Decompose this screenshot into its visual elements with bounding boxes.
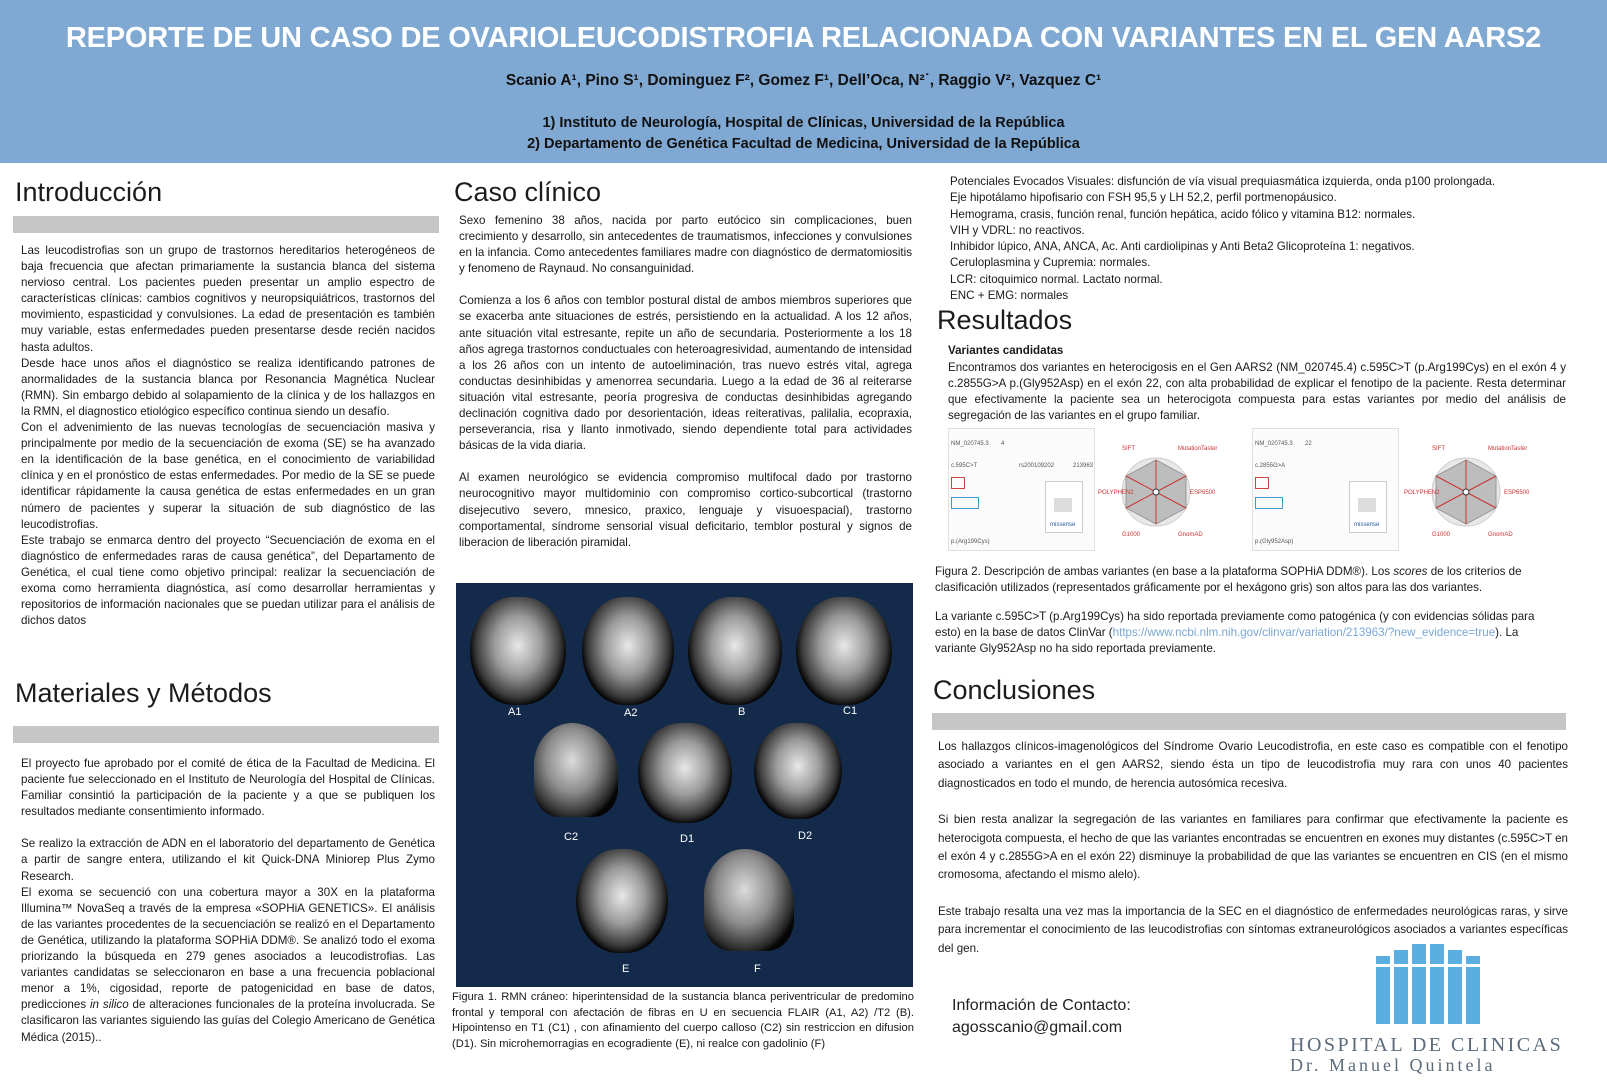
mri-d1 <box>638 723 732 823</box>
case-p2: Comienza a los 6 años con temblor postural distal de ambos miembros superiores que se exacerba ante situaciones de estrés, persistiendo en la actualidad. A los 12 años, ante situación vital estresante, repite un año de secundaria. Posteriormente a los 18 años agrega trastornos conductuales con heteroagresividad, aumentando de intensidad a los 26 años con un intento de autoeliminación, tras nuevo estrés vital, agrega conductas desinhibidas y amenorrea secundaria. Luego a la edad de 36 al reiterarse situación vital estresante, peoría progresiva de conductas desinhibidas agregando declinación cognitiva dado por desorientación, ideas reiterativas, palilalia, ecopraxia, perseverancia, risa y llanto inmotivado, siendo dependiente total para actividades básicas de la vida diaria. <box>459 294 912 453</box>
v2-snp-box <box>1349 481 1387 533</box>
clinvar-link[interactable]: https://www.ncbi.nlm.nih.gov/clinvar/variation/213963/?new_evidence=true <box>1112 626 1496 640</box>
v2-hex-esp: ESP6500 <box>1504 490 1530 496</box>
hospital-logo-icon <box>1376 944 1488 1024</box>
v1-transcript: NM_020745.3 <box>951 441 989 447</box>
lab-line: VIH y VDRL: no reactivos. <box>950 223 1085 237</box>
labs-list <box>950 174 1495 304</box>
variant1-panel <box>948 428 1095 551</box>
v1-clinvar: 213963 <box>1073 463 1094 469</box>
label-c2: C2 <box>564 831 579 843</box>
contact-email[interactable]: agosscanio@gmail.com <box>952 1019 1123 1036</box>
mri-b <box>688 597 782 705</box>
label-a1: A1 <box>508 706 522 718</box>
intro-bar <box>13 216 439 233</box>
v1-hex-g1000: G1000 <box>1122 532 1141 538</box>
methods-p2: Se realizo la extracción de ADN en el laboratorio del departamento de Genética a partir de sangre entera, utilizando el kit Quick-DNA Miniorep Plus Zymo Research. <box>21 837 435 883</box>
v1-hex-esp: ESP6500 <box>1190 490 1216 496</box>
figure1-caption: Figura 1. RMN cráneo: hiperintensidad de la sustancia blanca periventricular de predomino frontal y temporal con afectación de fibras en U en secuencia FLAIR (A1, A2) /T2 (B). Hipointenso en T1 (C1) , con afinamiento del cuerpo calloso (C2) sin restriccion en difusion (D1). Sin microhemorragias en ecogradiente (E), ni realce con gadolinio (F) <box>452 991 914 1050</box>
conclusions-p2: Si bien resta analizar la segregación de las variantes en familiares para confirmar que efectivamente la paciente es heterocigota compuesta, el hecho de que las variantes encontradas se encuentren en exones muy distantes (c.595C>T en el exón 4 y c.2855G>A en el exón 22) disminuye la probabilidad de que las variantes se encuentren en CIS (en el mismo cromosoma, afectando el mismo alelo). <box>938 813 1568 882</box>
v1-cdna: c.595C>T <box>951 463 978 469</box>
mri-d2 <box>754 723 842 819</box>
contact-label: Información de Contacto: <box>952 997 1131 1014</box>
mri-figure <box>456 583 913 987</box>
v2-ref-box <box>1255 477 1269 489</box>
methods-bar <box>13 726 439 743</box>
case-p3: Al examen neurológico se evidencia compromiso multifocal dado por trastorno neurocognitivo mayor multidominio con compromiso cortico-subcortical (trastorno disejecutivo severo, mnesico, praxico, lenguaje y visuoespacial), trastorno comportamental, síndrome sensorial visual deficitario, temblor postural y signos de liberacion de liberación piramidal. <box>459 471 912 549</box>
v1-hex-poly: POLYPHEN2 <box>1098 490 1134 496</box>
conclusions-p1: Los hallazgos clínicos-imagenológicos del Síndrome Ovario Leucodistrofia, en este caso es compatible con el fenotipo asociado a variantes en el gen AARS2, siendo ésta un tipo de leucodistrofia muy rara con unos 40 pacientes diagnosticados en todo el mundo, de herencia autosómica recesiva. <box>938 740 1568 790</box>
lab-line: Inhibidor lúpico, ANA, ANCA, Ac. Anti cardiolipinas y Anti Beta2 Glicoproteína 1: negativos. <box>950 240 1415 254</box>
mri-c1 <box>796 597 892 705</box>
variant2-panel <box>1252 428 1399 551</box>
v2-transcript: NM_020745.3 <box>1255 441 1293 447</box>
v2-hex-poly: POLYPHEN2 <box>1404 490 1440 496</box>
conclusions-title: Conclusiones <box>933 675 1096 705</box>
intro-p3: Con el advenimiento de las nuevas tecnologías de secuenciación masiva y principalmente por medio de la secuenciación de exoma (SE) se ha avanzado en la identificación de la base genética, en el conocimiento de variabilidad clínica y en el pronóstico de estas enfermedades. Por medio de la SE se puede identificar rápidamente la causa genética de estas enfermedades en un gran número de pacientes y superar la situación de sub diagnóstico de las leucodistrofias. <box>21 421 435 531</box>
intro-title: Introducción <box>15 177 163 207</box>
label-f: F <box>754 963 761 975</box>
conclusions-bar <box>932 713 1566 730</box>
conclusions-p3: Este trabajo resalta una vez mas la importancia de la SEC en el diagnóstico de enfermedades neurológicas raras, y sirve para incrementar el conocimiento de las leucodistrofias con síntomas extraneurológicos asociados a variantes específicas del gen. <box>938 904 1568 955</box>
mri-a2 <box>582 597 674 705</box>
label-c1: C1 <box>843 705 858 717</box>
v1-protein: p.(Arg199Cys) <box>951 539 990 545</box>
lab-line: Hemograma, crasis, función renal, función hepática, acido fólico y vitamina B12: normales. <box>950 207 1416 221</box>
label-d1: D1 <box>680 833 695 845</box>
intro-p1: Las leucodistrofias son un grupo de trastornos hereditarios heterogéneos de baja frecuencia que afectan primariamente la sustancia blanca del sistema nervioso central. Los pacientes pueden presentar un amplio espectro de características clínicas: cambios cognitivos y neuropsiquiátricos, trastornos del movimiento, espasticidad y convulsiones. La edad de presentación es también muy variable, estas enfermedades pueden presentarse desde recién nacidos hasta adultos. <box>21 244 435 354</box>
logo-line2: Dr. Manuel Quintela <box>1290 1055 1496 1075</box>
v2-protein: p.(Gly952Asp) <box>1255 539 1294 545</box>
v2-hex-mt: MutationTaster <box>1488 446 1528 452</box>
intro-body <box>21 243 435 629</box>
conclusions-body <box>938 738 1568 958</box>
results-title: Resultados <box>937 305 1073 335</box>
intro-p2: Desde hace unos años el diagnóstico se realiza identificando patrones de anormalidades de la sustancia blanca por Resonancia Magnética Nuclear (RMN). Sin embargo debido al solapamiento de la clínica y de los hallazgos en la RMN, el diagnostico etiológico específico continua siendo un desafío. <box>21 356 435 418</box>
mri-f <box>704 849 794 951</box>
lab-line: Ceruloplasmina y Cupremia: normales. <box>950 256 1151 270</box>
v1-dbsnp: rs200109202 <box>1019 463 1055 469</box>
methods-p1: El proyecto fue aprobado por el comité de ética de la Facultad de Medicina. El paciente fue seleccionado en el Instituto de Neurología del Hospital de Clínicas. Familiar consintió la participación de la paciente y a que se publiquen los resultados mediante consentimiento informado. <box>21 757 435 819</box>
methods-body <box>21 756 435 1046</box>
v2-hex-g1000: G1000 <box>1432 532 1451 538</box>
affiliation-1: 1) Instituto de Neurología, Hospital de Clínicas, Universidad de la República <box>542 115 1065 131</box>
v2-exon: 22 <box>1305 441 1312 447</box>
v1-hex-gnomad: GnomAD <box>1178 532 1203 538</box>
v2-type: missense <box>1354 522 1380 528</box>
results-p1: Encontramos dos variantes en heterocigosis en el Gen AARS2 (NM_020745.4) c.595C>T (p.Arg199Cys) en el exón 4 y c.2855G>A p.(Gly952Asp) en el exón 22, con alta probabilidad de explicar el fenotipo de la paciente. Resta determinar que efectivamente la paciente sea un heterocigota compuesta para estas variantes por medio del análisis de segregación de las variantes en el grupo familiar. <box>948 361 1566 423</box>
results-p2: La variante c.595C>T (p.Arg199Cys) ha sido reportada previamente como patogénica (y con evidencias sólidas para esto) en la base de datos ClinVar (https://www.ncbi.nlm.nih.gov/clinvar/variation/213963/?new_evidence=true). La variante Gly952Asp no ha sido reportada previamente. <box>935 610 1535 656</box>
v1-exon: 4 <box>1001 441 1005 447</box>
lab-line: LCR: citoquimico normal. Lactato normal. <box>950 272 1163 286</box>
label-d2: D2 <box>798 830 813 842</box>
v2-cdna: c.2855G>A <box>1255 463 1286 469</box>
v1-type: missense <box>1050 522 1076 528</box>
poster-title: REPORTE DE UN CASO DE OVARIOLEUCODISTROFIA RELACIONADA CON VARIANTES EN EL GEN AARS2 <box>65 22 1542 54</box>
mri-a1 <box>470 597 566 705</box>
logo-line1: HOSPITAL DE CLINICAS <box>1290 1034 1564 1056</box>
methods-title: Materiales y Métodos <box>15 678 272 708</box>
v2-hex-sift: SIFT <box>1432 446 1445 452</box>
label-a2: A2 <box>624 707 638 719</box>
label-b: B <box>738 706 746 718</box>
authors-line: Scanio A¹, Pino S¹, Dominguez F², Gomez F¹, Dell’Oca, N²˙, Raggio V², Vazquez C¹ <box>505 72 1102 89</box>
v1-hex-sift: SIFT <box>1122 446 1135 452</box>
methods-p3: El exoma se secuenció con una cobertura mayor a 30X en la plataforma Illumina™ NovaSeq a través de la empresa «SOPHiA GENETICS». El análisis de las variantes procedentes de la secuenciación se realizó en el Departamento de Genética, utilizando la plataforma SOPHiA DDM®. Se analizó todo el exoma priorizando la búsqueda en 279 genes asociados a leucodistrofias. Las variantes candidatas se seleccionaron en base a una frecuencia poblacional menor a 1%, cigosidad, reporte de patogenicidad en base de datos, predicciones in silico de alteraciones funcionales de la proteína involucrada. Se clasificaron las variantes siguiendo las guías del Colegio Americano de Genética Médica (2015).. <box>21 885 435 1044</box>
mri-c2 <box>534 723 618 817</box>
mri-e <box>576 849 668 953</box>
v1-ref-box <box>951 477 965 489</box>
v1-hex-mt: MutationTaster <box>1178 446 1218 452</box>
case-title: Caso clínico <box>454 177 602 207</box>
v2-seq-box <box>1255 497 1283 509</box>
figure2-caption: Figura 2. Descripción de ambas variantes (en base a la plataforma SOPHiA DDM®). Los scores de los criterios de clasificación utilizados (representados gráficamente por el hexágono gris) son altos para las dos variantes. <box>935 565 1522 595</box>
v2-hex-gnomad: GnomAD <box>1488 532 1513 538</box>
lab-line: Eje hipotálamo hipofisario con FSH 95,5 y LH 52,2, perfil portmenopáusico. <box>950 191 1337 205</box>
affiliation-2: 2) Departamento de Genética Facultad de Medicina, Universidad de la República <box>527 136 1080 152</box>
lab-line: ENC + EMG: normales <box>950 289 1069 303</box>
label-e: E <box>622 963 630 975</box>
lab-line: Potenciales Evocados Visuales: disfunción de vía visual prequiasmática izquierda, onda p100 prolongada. <box>950 175 1496 188</box>
case-body <box>459 213 912 551</box>
v1-seq-box <box>951 497 979 509</box>
v1-snp-box <box>1045 481 1083 533</box>
intro-p4: Este trabajo se enmarca dentro del proyecto “Secuenciación de exoma en el diagnóstico de enfermedades raras de causa genética”, del Departamento de Genética, el cual tiene como objetivo principal: realizar la secuenciación de exoma como herramienta diagnóstica, así como desarrollar herramientas y repositorios de información nacionales que se puedan utilizar para el análisis de dichos datos <box>21 533 435 628</box>
results-subtitle: Variantes candidatas <box>948 344 1064 357</box>
case-p1: Sexo femenino 38 años, nacida por parto eutócico sin complicaciones, buen crecimiento y desarrollo, sin antecedentes de traumatismos, infecciones y convulsiones en la infancia. Como antecedentes familiares madre con diagnóstico de dermatomiositis y fenomeno de Raynaud. No consanguinidad. <box>459 214 912 276</box>
